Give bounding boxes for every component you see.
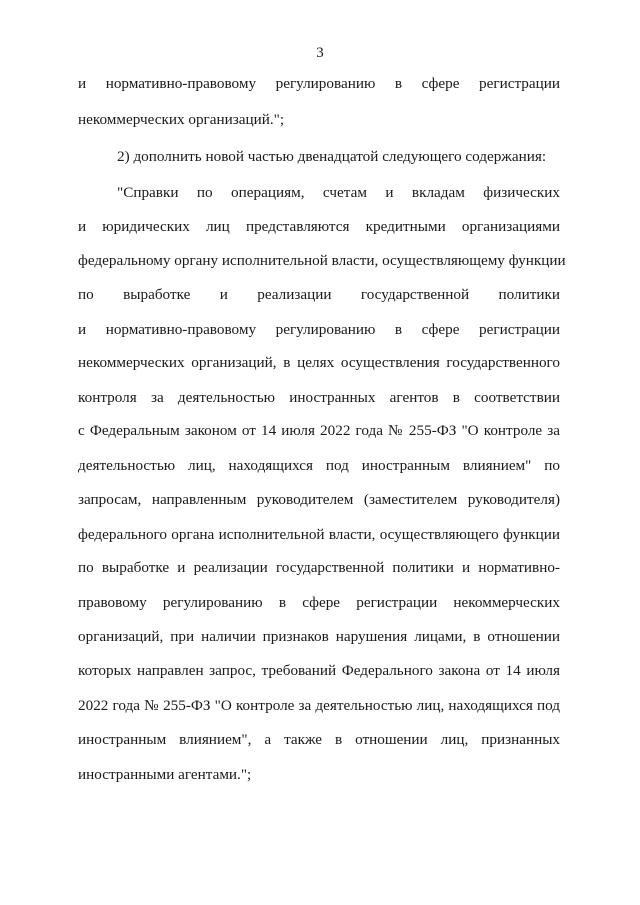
text-line: запросам, направленным руководителем (заместителем руководителя) (78, 491, 560, 508)
text-line: иностранным влиянием", а также в отношении лиц, признанных (78, 731, 560, 748)
text-line: некоммерческих организаций, в целях осуществления государственного (78, 354, 560, 371)
text-line: правовому регулированию в сфере регистрации некоммерческих (78, 594, 560, 611)
text-line: 2022 года № 255-ФЗ "О контроле за деятельностью лиц, находящихся под (78, 697, 560, 714)
text-line: и нормативно-правовому регулированию в сфере регистрации (78, 321, 560, 338)
text-line: и нормативно-правовому регулированию в сфере регистрации (78, 75, 560, 92)
text-line: федеральному органу исполнительной власти, осуществляющему функции (78, 252, 566, 269)
text-line: деятельностью лиц, находящихся под иностранным влиянием" по (78, 457, 560, 474)
text-line: иностранными агентами."; (78, 766, 252, 783)
page-number: 3 (316, 45, 324, 61)
text-line: 2) дополнить новой частью двенадцатой следующего содержания: (117, 148, 547, 165)
text-line: "Справки по операциям, счетам и вкладам физических (117, 184, 560, 201)
text-line: которых направлен запрос, требований Федерального закона от 14 июля (78, 662, 560, 679)
text-line: и юридических лиц представляются кредитными организациями (78, 218, 560, 235)
text-line: организаций, при наличии признаков нарушения лицами, в отношении (78, 628, 560, 645)
text-line: некоммерческих организаций."; (78, 111, 285, 128)
text-line: контроля за деятельностью иностранных агентов в соответствии (78, 389, 560, 406)
text-line: по выработке и реализации государственной политики и нормативно- (78, 559, 560, 576)
text-line: по выработке и реализации государственной политики (78, 286, 560, 303)
text-line: федерального органа исполнительной власти, осуществляющего функции (78, 526, 560, 543)
text-line: с Федеральным законом от 14 июля 2022 года № 255-ФЗ "О контроле за (78, 422, 560, 439)
